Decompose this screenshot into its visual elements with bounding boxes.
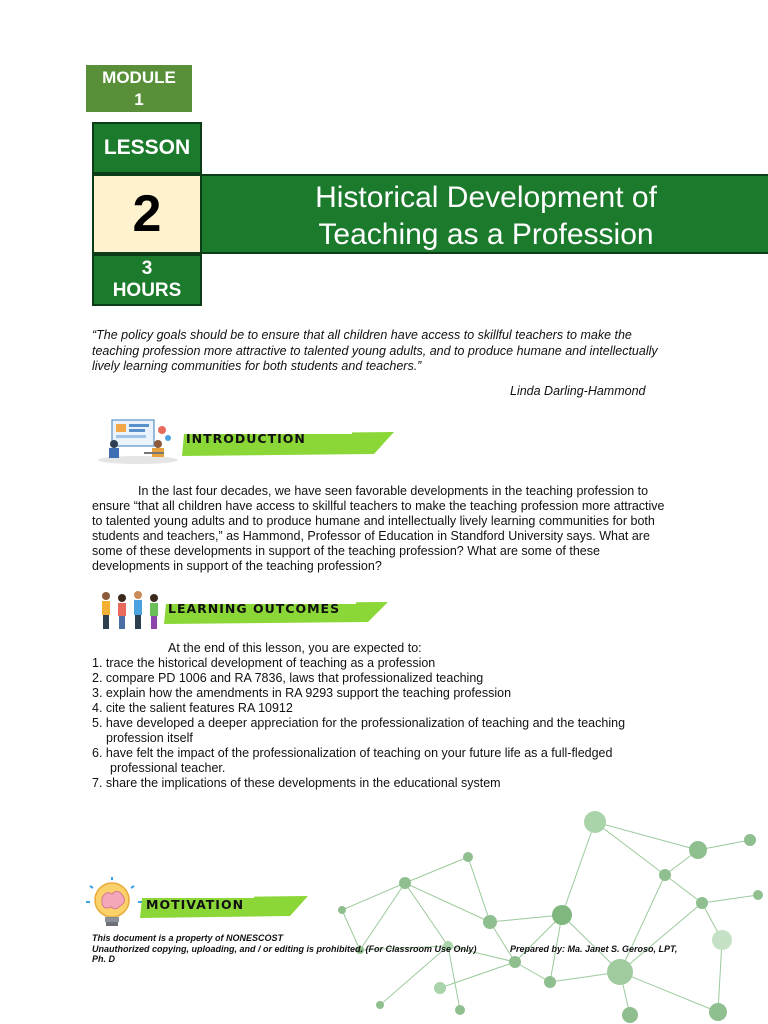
lesson-number: 2 — [132, 185, 162, 243]
lesson-label-box — [92, 122, 202, 174]
list-item: 1. trace the historical development of teaching as a profession — [92, 656, 436, 670]
outcomes-intro: At the end of this lesson, you are expected to: — [168, 641, 422, 655]
network-decoration — [300, 800, 768, 1024]
lesson-title — [202, 174, 768, 254]
list-item: 4. cite the salient features RA 10912 — [92, 701, 293, 715]
quote-text: “The policy goals should be to ensure that all children have access to skillful teachers to make the teaching profession more attractive to talented young adults, and to produce humane and intellectually lively learning communities for both students and teachers.” — [92, 328, 658, 373]
lesson-number-box — [92, 174, 202, 254]
hours-number: 3 — [141, 258, 153, 279]
list-item: 6. have felt the impact of the professionalization of teaching on your future life as a full-fledged — [92, 746, 613, 760]
footer-credential: Ph. D — [92, 954, 116, 964]
footer-prepared-by: Prepared by: Ma. Janet S. Geroso, LPT, — [510, 943, 678, 954]
lesson-label: LESSON — [103, 136, 191, 159]
footer-property: This document is a property of NONESCOST — [92, 933, 284, 943]
footer-copyright: Unauthorized copying, uploading, and / or editing is prohibited. (For Classroom Use Only) — [92, 943, 477, 954]
students-illustration-icon — [102, 591, 158, 629]
introduction-heading: INTRODUCTION — [186, 431, 306, 446]
learning-outcomes-list — [92, 641, 672, 791]
title-line-2: Teaching as a Profession — [318, 218, 654, 251]
lightbulb-brain-icon — [86, 877, 142, 926]
hours-box — [92, 254, 202, 306]
list-item: 3. explain how the amendments in RA 9293 support the teaching profession — [92, 686, 512, 700]
motivation-heading: MOTIVATION — [146, 897, 245, 912]
list-item: 7. share the implications of these developments in the educational system — [92, 776, 501, 790]
quote-author: Linda Darling-Hammond — [510, 384, 646, 398]
presentation-illustration-icon — [98, 420, 178, 464]
module-number: 1 — [134, 90, 144, 109]
list-item: 2. compare PD 1006 and RA 7836, laws that professionalized teaching — [92, 671, 484, 685]
list-item-continuation: profession itself — [106, 731, 193, 745]
list-item-continuation: professional teacher. — [110, 761, 226, 775]
learning-outcomes-heading: LEARNING OUTCOMES — [168, 601, 341, 616]
list-item: 5. have developed a deeper appreciation for the professionalization of teaching and the teaching — [92, 716, 626, 730]
hours-label: HOURS — [112, 280, 182, 301]
module-badge — [86, 65, 192, 112]
module-label: MODULE — [102, 68, 176, 87]
title-line-1: Historical Development of — [315, 181, 657, 214]
introduction-paragraph: In the last four decades, we have seen favorable developments in the teaching profession to ensure “that all children have access to skillful teachers to make the teaching profession more attractive to talented young adults and to produce humane and intellectually lively learning communities for both students and teachers,” as Hammond, Professor of Education in Standford University says. What are some of these developments in support of the teaching profession? What are some of these developments in support of the teaching profession? — [92, 484, 665, 573]
footer — [92, 933, 692, 965]
